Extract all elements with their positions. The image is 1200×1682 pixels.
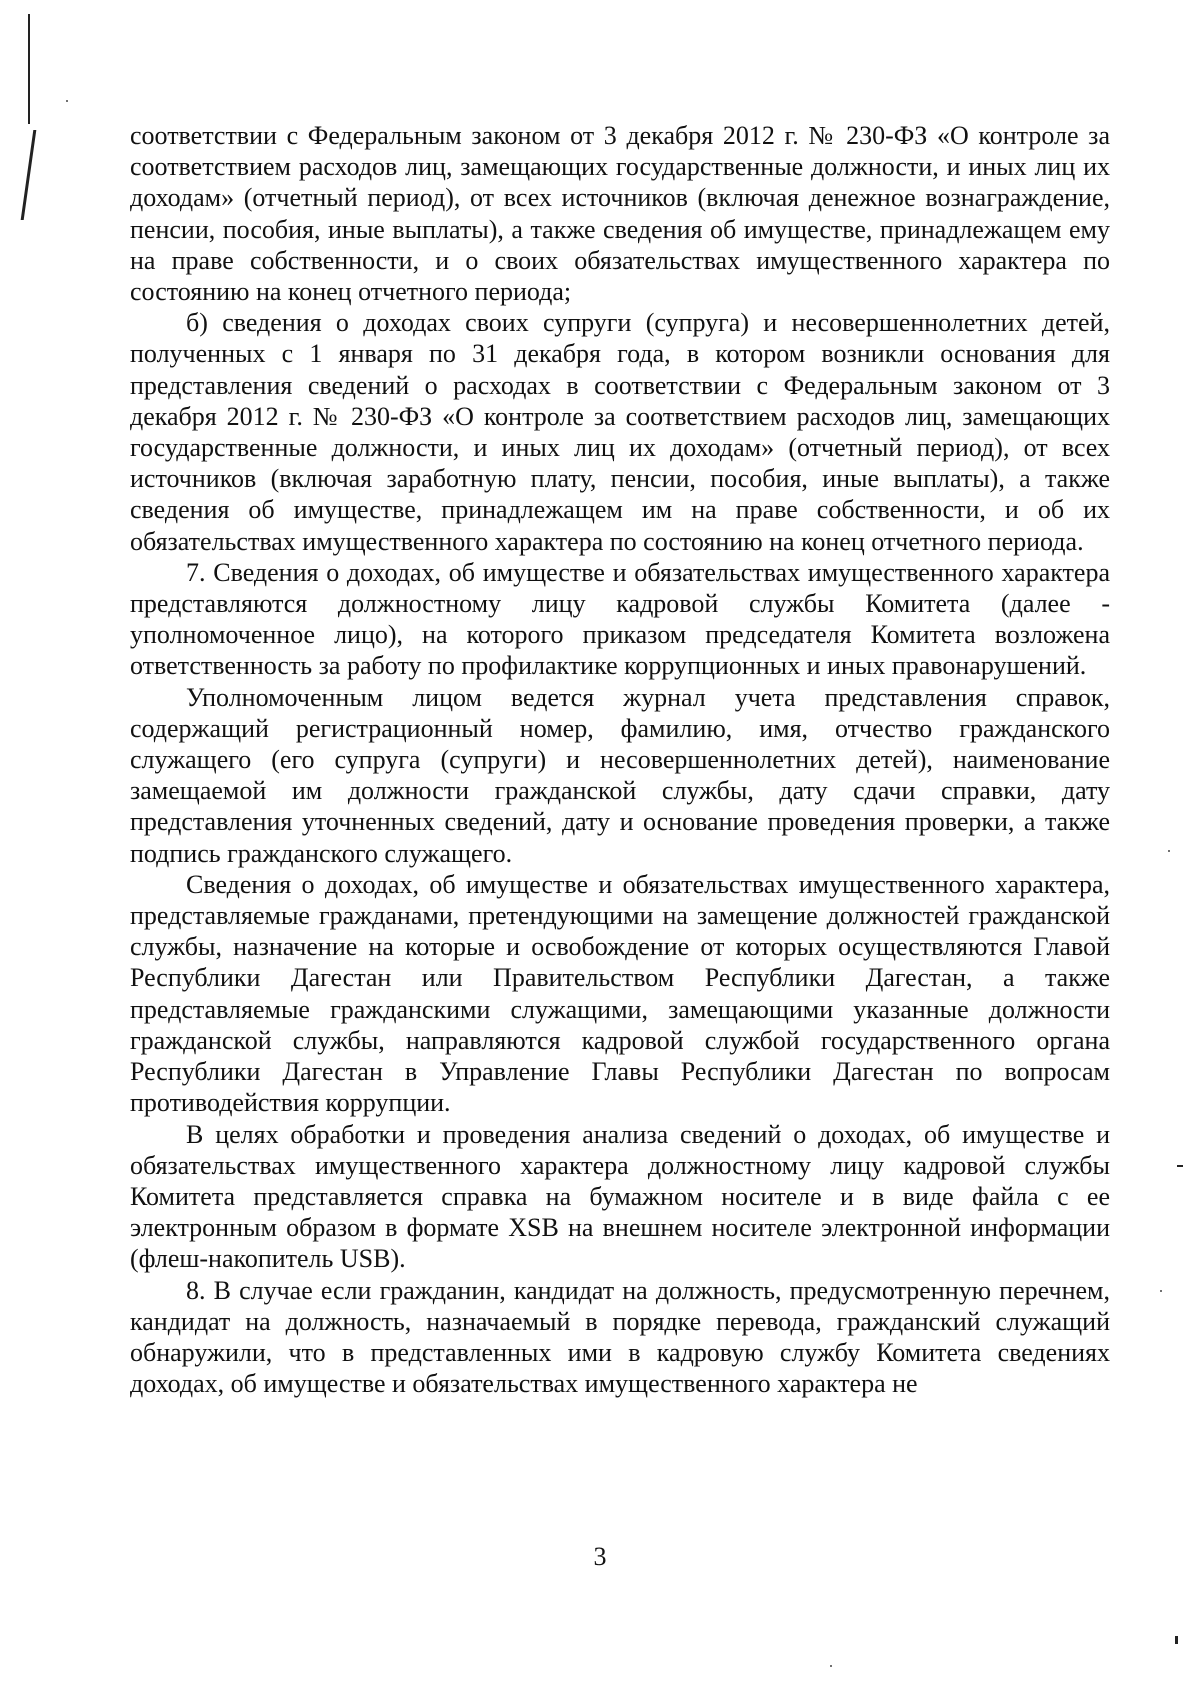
paragraph-processing: В целях обработки и проведения анализа сведений о доходах, об имуществе и обязательствах имущественного характера должностному лицу кадровой службы Комитета представляется справка на бумажном носителе и в виде файла с ее электронным образом в формате XSB на внешнем носителе электронной информации (флеш-накопитель USB). — [130, 1119, 1110, 1274]
scan-speck — [1160, 1290, 1162, 1292]
paragraph-continuation: соответствии с Федеральным законом от 3 декабря 2012 г. № 230-ФЗ «О контроле за соответствием расходов лиц, замещающих государственные должности, и иных лиц их доходам» (отчетный период), от всех источников (включая денежное вознаграждение, пенсии, пособия, иные выплаты), а также сведения об имуществе, принадлежащем ему на праве собственности, и о своих обязательствах имущественного характера по состоянию на конец отчетного периода; — [130, 121, 1110, 307]
paragraph-submission: Сведения о доходах, об имуществе и обязательствах имущественного характера, представляемые гражданами, претендующими на замещение должностей гражданской службы, назначение на которые и освобождение от которых осуществляются Главой Республики Дагестан или Правительством Республики Дагестан, а также представляемые гражданскими служащими, замещающими указанные должности гражданской службы, направляются кадровой службой государственного органа Республики Дагестан в Управление Главы Республики Дагестан по вопросам противодействия коррупции. — [130, 869, 1110, 1118]
paragraph-item-b: б) сведения о доходах своих супруги (супруга) и несовершеннолетних детей, полученных с 1 января по 31 декабря года, в котором возникли основания для представления сведений о расходах в соответствии с Федеральным законом от 3 декабря 2012 г. № 230-ФЗ «О контроле за соответствием расходов лиц, замещающих государственные должности, и иных лиц их доходам» (отчетный период), от всех источников (включая заработную плату, пенсии, пособия, иные выплаты), а также сведения об имуществе, принадлежащем им на праве собственности, и об их обязательствах имущественного характера по состоянию на конец отчетного периода. — [130, 308, 1110, 556]
paragraph-section-8: 8. В случае если гражданин, кандидат на должность, предусмотренную перечнем, кандидат на должность, назначаемый в порядке перевода, гражданский служащий обнаружили, что в представленных ими в кадровую службу Комитета сведениях доходах, об имуществе и обязательствах имущественного характера не — [130, 1275, 1110, 1399]
page-number: 3 — [593, 1542, 607, 1571]
scan-speck — [830, 1665, 832, 1667]
scan-artifact — [21, 130, 37, 220]
scan-speck — [1168, 850, 1170, 852]
paragraph-journal: Уполномоченным лицом ведется журнал учета представления справок, содержащий регистрационный номер, фамилию, имя, отчество гражданского служащего (его супруга (супруги) и несовершеннолетних детей), наименование замещаемой им должности гражданской службы, дату сдачи справки, дату представления уточненных сведений, дату и основание проведения проверки, а также подпись гражданского служащего. — [130, 682, 1110, 868]
scan-artifact — [1177, 1165, 1183, 1167]
paragraph-section-7: 7. Сведения о доходах, об имуществе и обязательствах имущественного характера представляются должностному лицу кадровой службы Комитета (далее - уполномоченное лицо), на которого приказом председателя Комитета возложена ответственность за работу по профилактике коррупционных и иных правонарушений. — [130, 557, 1110, 681]
scan-artifact — [1175, 1636, 1178, 1644]
document-body — [130, 120, 1110, 1399]
scan-speck — [66, 100, 68, 102]
scan-artifact — [28, 14, 30, 124]
